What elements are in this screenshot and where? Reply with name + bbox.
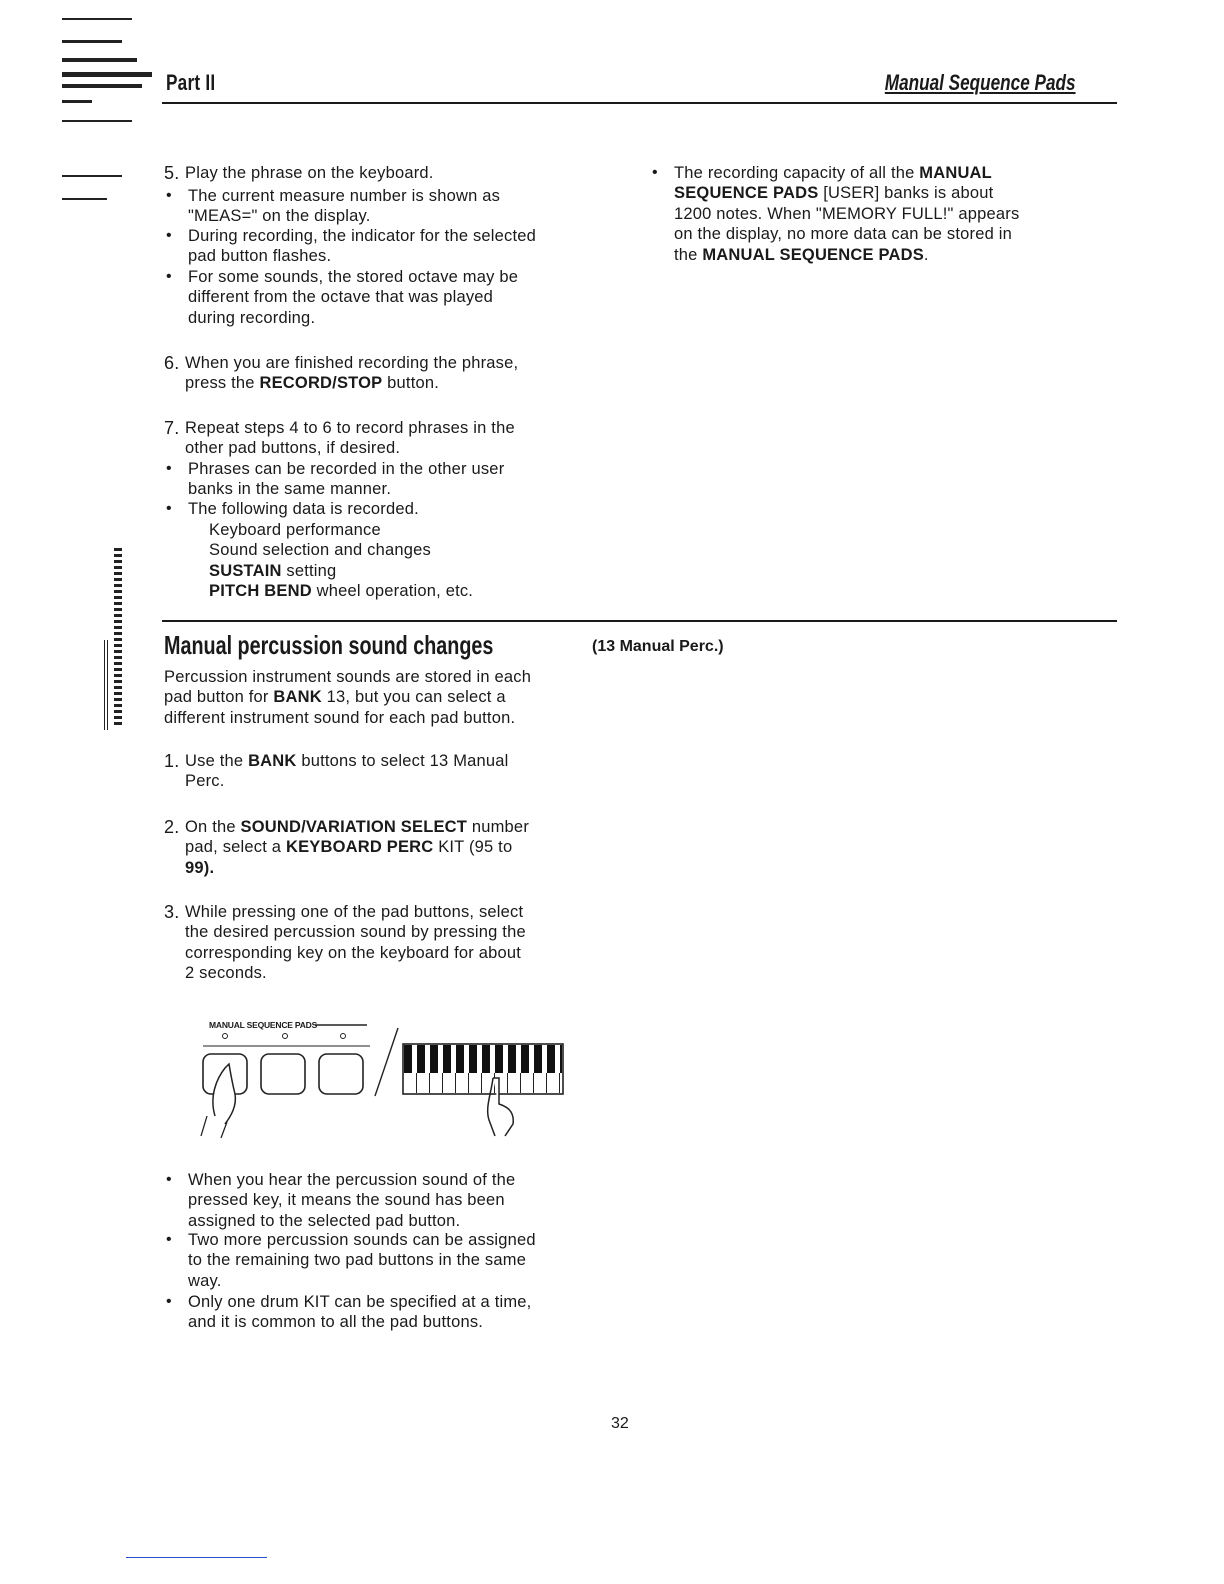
bullet-icon: • [166, 1171, 172, 1188]
header-rule [162, 102, 1117, 104]
scan-edge-mark [62, 175, 122, 177]
black-keys [404, 1045, 562, 1073]
bullet-line: "MEAS=" on the display. [188, 207, 371, 226]
scan-edge-mark [62, 120, 132, 122]
bullet-line: During recording, the indicator for the selected [188, 227, 537, 245]
hand-pressing-key-icon [475, 1074, 535, 1139]
bullet-icon: • [166, 1293, 172, 1310]
step-number: 3. [164, 902, 180, 922]
button-name: RECORD/STOP [259, 374, 383, 393]
section-subtitle: (13 Manual Perc.) [592, 638, 724, 655]
scan-edge-mark [62, 72, 152, 77]
bullet-line: The following data is recorded. [188, 500, 419, 518]
step-number: 6. [164, 353, 180, 373]
recorded-data-item: PITCH BEND wheel operation, etc. [209, 582, 474, 601]
bullet-line: Phrases can be recorded in the other user [188, 460, 505, 478]
section-intro: Percussion instrument sounds are stored in each pad button for BANK 13, but you can select a different instrument sound for each pad button. [164, 668, 532, 727]
bullet-line: banks in the same manner. [188, 480, 392, 499]
step-text: Repeat steps 4 to 6 to record phrases in the [185, 419, 515, 437]
recorded-data-item: Sound selection and changes [209, 541, 431, 560]
section-rule [162, 620, 1117, 622]
scan-edge-mark [62, 18, 132, 20]
part-label: Part II [166, 70, 216, 95]
recorded-data-list [209, 520, 473, 602]
bullet-icon: • [166, 227, 172, 244]
bullet-line: pad button flashes. [188, 247, 332, 266]
section-heading: Manual percussion sound changes [164, 630, 494, 660]
scan-edge-mark [62, 84, 142, 88]
section-title [164, 630, 724, 661]
pads-keyboard-diagram [195, 1016, 575, 1141]
diagram-label: MANUAL SEQUENCE PADS [209, 1020, 318, 1030]
step-text: Play the phrase on the keyboard. [185, 164, 434, 182]
bullet-line: during recording. [188, 308, 316, 327]
bullet-icon: • [166, 460, 172, 477]
bullet-icon: • [652, 164, 658, 181]
section-header-title: Manual Sequence Pads [885, 70, 1076, 95]
step-text: When you are finished recording the phrase, [185, 354, 519, 372]
bullet-icon: • [166, 1231, 172, 1248]
step-text: button. [382, 374, 440, 393]
bullet-icon: • [166, 268, 172, 285]
page-number: 32 [611, 1415, 629, 1432]
scan-edge-mark [62, 40, 122, 43]
scan-edge-mark [62, 58, 137, 62]
recorded-data-item: SUSTAIN setting [209, 561, 337, 580]
bullet-line: different from the octave that was played [188, 288, 494, 307]
scan-edge-mark [62, 100, 92, 103]
step-number: 1. [164, 751, 180, 771]
step-text: other pad buttons, if desired. [185, 439, 401, 458]
scan-edge-mark [62, 198, 107, 200]
step-number: 5. [164, 163, 180, 183]
footer-rule [126, 1557, 267, 1558]
step-number: 2. [164, 817, 180, 837]
step-text: press the [185, 374, 260, 393]
scan-side-bars [114, 548, 122, 728]
scan-side-bars [104, 640, 110, 730]
recorded-data-item: Keyboard performance [209, 521, 381, 539]
step-number: 7. [164, 418, 180, 438]
bullet-icon: • [166, 500, 172, 517]
bullet-line: For some sounds, the stored octave may be [188, 268, 519, 286]
bullet-icon: • [166, 187, 172, 204]
bullet-line: The current measure number is shown as [188, 187, 501, 205]
